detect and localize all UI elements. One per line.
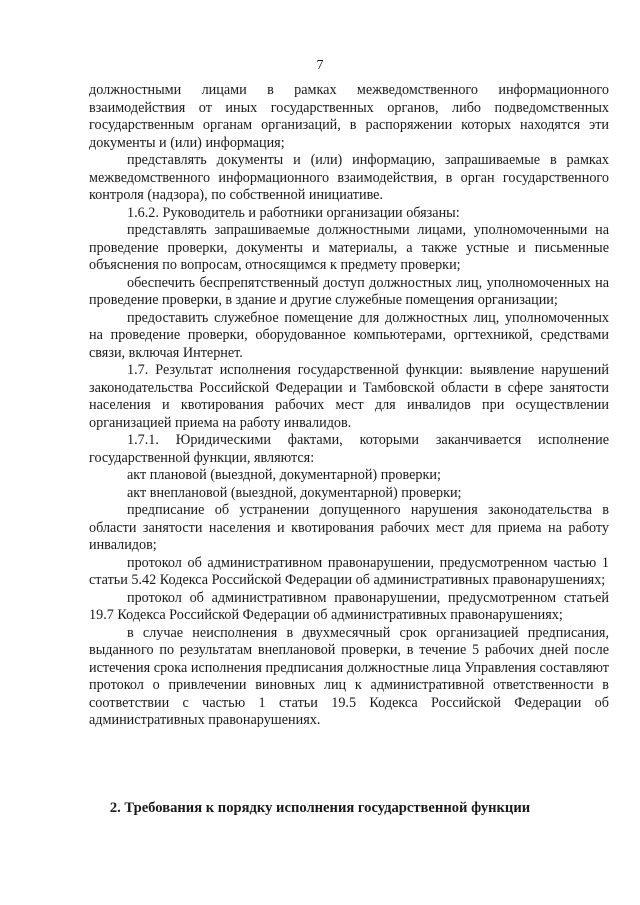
paragraph-14: в случае неисполнения в двухмесячный срок организацией предписания, выданного по результатам внеплановой проверки, в течение 5 рабочих дней после истечения срока исполнения предписания должностные лица Управления составляют протокол о привлечении виновных лиц к административной ответственности в соответствии с частью 1 статьи 19.5 Кодекса Российской Федерации об административных правонарушениях. [89,624,609,728]
paragraph-8: 1.7.1. Юридическими фактами, которыми заканчивается исполнение государственной функции, являются: [89,432,609,466]
paragraph-7: 1.7. Результат исполнения государственной функции: выявление нарушений законодательства Российской Федерации и Тамбовской области в сфере занятости населения и квотирования рабочих мест для инвалидов при осуществлении организацией приема на работу инвалидов. [89,362,609,431]
paragraph-3: 1.6.2. Руководитель и работники организации обязаны: [127,204,460,221]
page-number: 7 [316,58,324,73]
paragraph-12: протокол об административном правонарушении, предусмотренном частью 1 статьи 5.42 Кодекса Российской Федерации об административных правонарушениях; [89,554,609,588]
paragraph-13: протокол об административном правонарушении, предусмотренном статьей 19.7 Кодекса Российской Федерации об административных правонарушениях; [89,589,609,623]
paragraph-5: обеспечить беспрепятственный доступ должностных лиц, уполномоченных на проведение проверки, в здание и другие служебные помещения организации; [89,274,609,308]
paragraph-1: должностными лицами в рамках межведомственного информационного взаимодействия от иных государственных органов, либо подведомственных государственным органам организаций, в распоряжении которых находятся эти документы и (или) информация; [89,82,609,151]
paragraph-6: предоставить служебное помещение для должностных лиц, уполномоченных на проведение проверки, оборудованное компьютерами, оргтехникой, средствами связи, включая Интернет. [89,309,609,361]
paragraph-11: предписание об устранении допущенного нарушения законодательства в области занятости населения и квотирования рабочих мест для приема на работу инвалидов; [89,502,609,553]
paragraph-2: представлять документы и (или) информацию, запрашиваемые в рамках межведомственного информационного взаимодействия, в орган государственного контроля (надзора), по собственной инициативе. [89,152,609,203]
paragraph-4: представлять запрашиваемые должностными лицами, уполномоченными на проведение проверки, документы и материалы, а также устные и письменные объяснения по вопросам, относящимся к предмету проверки; [89,222,609,273]
section-heading: 2. Требования к порядку исполнения государственной функции [109,800,531,816]
body-text [89,82,609,730]
paragraph-10: акт внеплановой (выездной, документарной) проверки; [127,484,462,501]
paragraph-9: акт плановой (выездной, документарной) проверки; [127,467,441,483]
